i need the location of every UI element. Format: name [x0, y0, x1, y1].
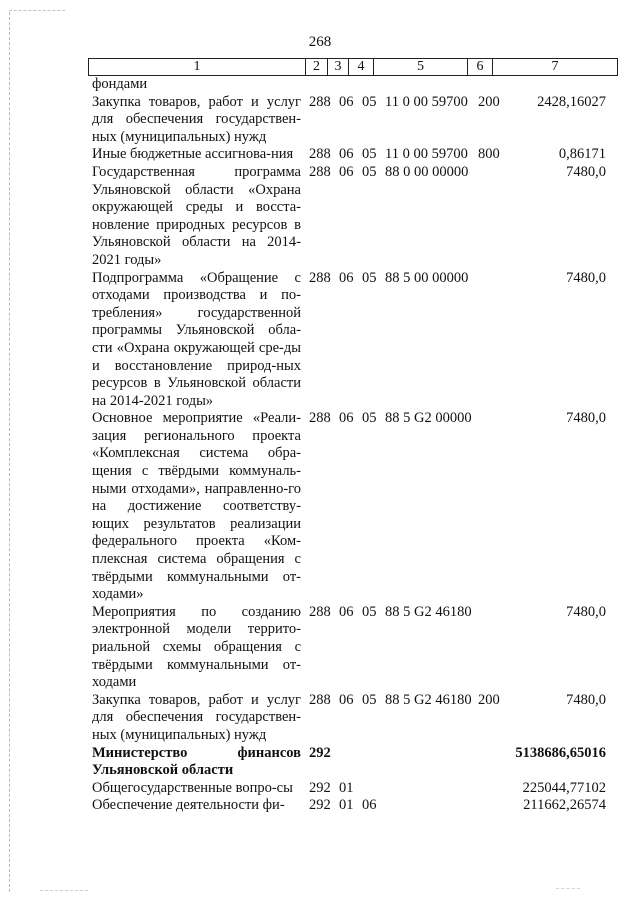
- header-col-4: 4: [348, 59, 373, 75]
- header-col-2: 2: [305, 59, 327, 75]
- row-subsection: 06: [362, 797, 377, 814]
- row-target-article: 11 0 00 59700: [385, 146, 468, 163]
- row-amount: 0,86171: [558, 146, 606, 163]
- row-amount: 7480,0: [566, 410, 606, 427]
- row-amount: 7480,0: [566, 603, 606, 620]
- row-section: 06: [339, 410, 354, 427]
- row-name: Министерство финансов Ульяновской области: [92, 744, 301, 779]
- row-amount: 5138686,65016: [515, 744, 606, 761]
- table-body: [0, 76, 640, 815]
- row-expense-type: 800: [478, 146, 500, 163]
- table-row: [0, 270, 640, 411]
- row-section: 06: [339, 146, 354, 163]
- scan-edge-top: [9, 10, 65, 12]
- row-subsection: 05: [362, 410, 377, 427]
- row-name: Закупка товаров, работ и услуг для обеспечения государствен-ных (муниципальных) нужд: [92, 93, 301, 145]
- row-amount: 211662,26574: [523, 797, 606, 814]
- row-budget-code: 288: [309, 410, 331, 427]
- row-budget-code: 292: [309, 744, 331, 761]
- row-section: 06: [339, 603, 354, 620]
- row-target-article: 88 5 G2 46180: [385, 691, 472, 708]
- header-col-6: 6: [467, 59, 492, 75]
- row-expense-type: 200: [478, 691, 500, 708]
- header-col-7: 7: [492, 59, 617, 75]
- row-target-article: 88 5 G2 00000: [385, 410, 472, 427]
- table-row: [0, 797, 640, 815]
- page-number: 268: [308, 34, 332, 50]
- header-col-3: 3: [327, 59, 348, 75]
- table-row: [0, 745, 640, 780]
- row-target-article: 11 0 00 59700: [385, 93, 468, 110]
- row-budget-code: 288: [309, 163, 331, 180]
- scan-edge-bottom-right: [556, 888, 580, 890]
- row-subsection: 05: [362, 691, 377, 708]
- row-expense-type: 200: [478, 93, 500, 110]
- row-target-article: 88 5 G2 46180: [385, 603, 472, 620]
- row-name: Мероприятия по созданию электронной модели террито-риальной схемы обращения с твёрдыми коммунальными от-ходами: [92, 603, 301, 691]
- row-name: Обеспечение деятельности фи-: [92, 797, 285, 814]
- row-name: Основное мероприятие «Реали-зация регионального проекта «Комплексная система обра-щения с твёрдыми коммуналь-ными отходами», направленно-го на достижение соответству-ющих результатов реализации федерального проекта «Ком-плексная система обращения с твёрдыми коммунальными от-ходами»: [92, 410, 301, 603]
- row-section: 01: [339, 797, 354, 814]
- row-name: Подпрограмма «Обращение с отходами производства и по-требления» государственной программы Ульяновской обла-сти «Охрана окружающей сре-ды и восстановление природ-ных ресурсов в Ульяновской области на 2014-2021 годы»: [92, 269, 301, 409]
- row-section: 01: [339, 779, 354, 796]
- table-row: [0, 164, 640, 270]
- table-row: [0, 94, 640, 147]
- row-subsection: 05: [362, 163, 377, 180]
- row-budget-code: 288: [309, 691, 331, 708]
- row-name: Закупка товаров, работ и услуг для обеспечения государствен-ных (муниципальных) нужд: [92, 691, 301, 743]
- row-section: 06: [339, 163, 354, 180]
- table-header: [88, 58, 618, 76]
- row-amount: 7480,0: [566, 163, 606, 180]
- row-name: Общегосударственные вопро-сы: [92, 779, 293, 796]
- row-subsection: 05: [362, 603, 377, 620]
- row-amount: 225044,77102: [522, 779, 606, 796]
- row-budget-code: 288: [309, 603, 331, 620]
- header-col-5: 5: [373, 59, 467, 75]
- row-section: 06: [339, 269, 354, 286]
- row-section: 06: [339, 691, 354, 708]
- row-amount: 7480,0: [566, 691, 606, 708]
- row-subsection: 05: [362, 146, 377, 163]
- row-name: Государственная программа Ульяновской области «Охрана окружающей среды и восста-новление природных ресурсов в Ульяновской области на 2014-2021 годы»: [92, 163, 301, 268]
- row-section: 06: [339, 93, 354, 110]
- row-amount: 2428,16027: [537, 93, 606, 110]
- row-subsection: 05: [362, 93, 377, 110]
- row-budget-code: 292: [309, 797, 331, 814]
- row-budget-code: 288: [309, 93, 331, 110]
- table-row: [0, 76, 640, 94]
- table-row: [0, 410, 640, 604]
- table-row: [0, 692, 640, 745]
- row-name: фондами: [92, 76, 148, 92]
- table-row: [0, 604, 640, 692]
- row-amount: 7480,0: [566, 269, 606, 286]
- row-target-article: 88 5 00 00000: [385, 269, 469, 286]
- table-row: [0, 146, 640, 164]
- row-name: Иные бюджетные ассигнова-ния: [92, 146, 294, 163]
- row-budget-code: 288: [309, 146, 331, 163]
- header-col-1: 1: [193, 59, 201, 74]
- table-row: [0, 780, 640, 798]
- row-target-article: 88 0 00 00000: [385, 163, 469, 180]
- row-subsection: 05: [362, 269, 377, 286]
- row-budget-code: 288: [309, 269, 331, 286]
- scan-edge-bottom: [40, 890, 88, 892]
- row-budget-code: 292: [309, 779, 331, 796]
